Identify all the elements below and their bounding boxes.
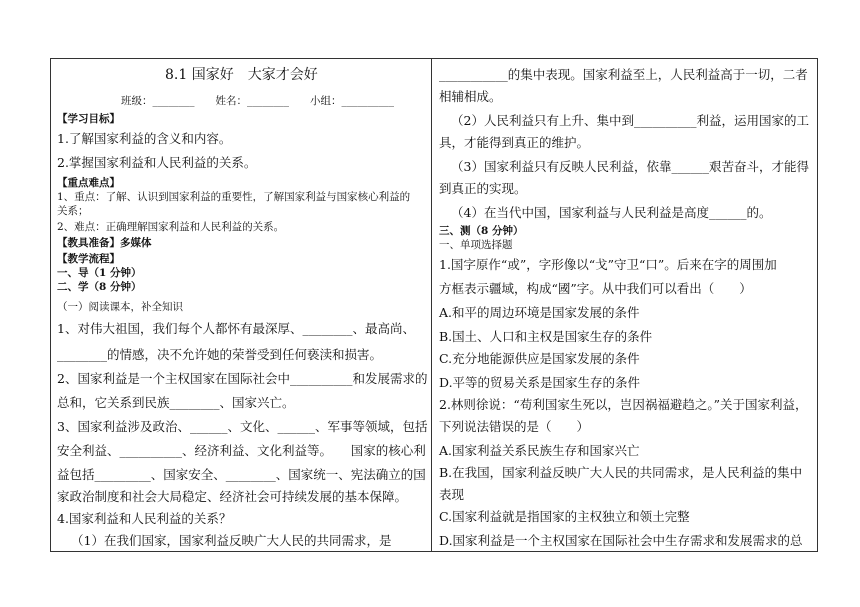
question-stem: 2.林则徐说：“苟利国家生死以，岂因祸福避趋之。”关于国家利益， bbox=[439, 397, 808, 412]
fill-blank-line: 1、对伟大祖国，我们每个人都怀有最深厚、________、最高尚、 bbox=[57, 321, 415, 336]
answer-option: D.国家利益是一个主权国家在国际社会中生存需求和发展需求的总 bbox=[439, 533, 803, 548]
answer-option: C.国家利益就是指国家的主权独立和领土完整 bbox=[439, 509, 690, 524]
document-title: 8.1 国家好 大家才会好 bbox=[165, 67, 318, 83]
section-heading-process: 【教学流程】 bbox=[57, 253, 120, 265]
key-point-text: 关系； bbox=[57, 205, 89, 217]
question-heading: 4.国家利益和人民利益的关系？ bbox=[57, 511, 232, 526]
fill-blank-line: 相辅相成。 bbox=[439, 89, 502, 104]
answer-option: B.在我国，国家利益反映广大人民的共同需求，是人民利益的集中 bbox=[439, 465, 803, 480]
answer-option: A.国家利益关系民族生存和国家兴亡 bbox=[439, 443, 640, 458]
section-heading-materials: 【教具准备】多媒体 bbox=[57, 237, 152, 249]
fill-blank-line: 3、国家利益涉及政治、______、文化、______、军事等领域，包括 bbox=[57, 419, 428, 434]
answer-option: D.平等的贸易关系是国家生存的条件 bbox=[439, 375, 641, 390]
answer-option: A.和平的周边环境是国家发展的条件 bbox=[439, 305, 640, 320]
goal-item: 2.掌握国家利益和人民利益的关系。 bbox=[57, 155, 257, 170]
fill-blank-line: 家政治制度和社会大局稳定、经济社会可持续发展的基本保障。 bbox=[57, 489, 408, 504]
fill-blank-line: ___________的集中表现。国家利益至上，人民利益高于一切，二者 bbox=[439, 67, 808, 82]
fill-blank-line: （4）在当代中国，国家利益与人民利益是高度______的。 bbox=[451, 205, 772, 220]
question-stem: 下列说法错误的是（ ） bbox=[439, 419, 590, 434]
answer-option: 表现 bbox=[439, 487, 465, 502]
fill-blank-line: 到真正的实现。 bbox=[439, 181, 527, 196]
section-heading-key-points: 【重点难点】 bbox=[57, 177, 120, 189]
worksheet bbox=[50, 58, 818, 552]
fill-blank-line: 总和，它关系到民族________、国家兴亡。 bbox=[57, 395, 295, 410]
fill-blank-line: ________的情感，决不允许她的荣誉受到任何亵渎和损害。 bbox=[57, 347, 383, 362]
fill-blank-line: 具，才能得到真正的维护。 bbox=[439, 135, 590, 150]
step-heading: 三、测（8 分钟） bbox=[439, 225, 524, 237]
info-line: 班级：________ 姓名：________ 小组：__________ bbox=[121, 95, 394, 107]
step-heading: 二、学（8 分钟） bbox=[57, 281, 142, 293]
question-stem: 方框表示疆域，构成“國”字。从中我们可以看出（ ） bbox=[439, 281, 752, 296]
step-heading: 一、导（1 分钟） bbox=[57, 267, 142, 279]
fill-blank-line: （2）人民利益只有上升、集中到__________利益，运用国家的工 bbox=[451, 113, 809, 128]
subsection-heading: （一）阅读课本，补全知识 bbox=[57, 301, 183, 313]
section-heading-goals: 【学习目标】 bbox=[57, 113, 120, 125]
fill-blank-line: 安全利益、__________、经济利益、文化利益等。 国家的核心利 bbox=[57, 443, 426, 458]
column-divider bbox=[431, 59, 432, 551]
goal-item: 1.了解国家利益的含义和内容。 bbox=[57, 131, 232, 146]
fill-blank-line: 2、国家利益是一个主权国家在国际社会中__________和发展需求的 bbox=[57, 371, 428, 386]
subsection-heading: 一、单项选择题 bbox=[439, 239, 513, 251]
answer-option: B.国土、人口和主权是国家生存的条件 bbox=[439, 329, 653, 344]
key-point-text: 1、重点：了解、认识到国家利益的重要性，了解国家利益与国家核心利益的 bbox=[57, 191, 411, 203]
key-point-text: 2、难点：正确理解国家利益和人民利益的关系。 bbox=[57, 221, 285, 233]
fill-blank-line: 益包括_________、国家安全、________、国家统一、宪法确立的国 bbox=[57, 467, 426, 482]
fill-blank-line: （1）在我们国家，国家利益反映广大人民的共同需求，是 bbox=[71, 533, 392, 548]
answer-option: C.充分地能源供应是国家发展的条件 bbox=[439, 351, 640, 366]
fill-blank-line: （3）国家利益只有反映人民利益，依靠______艰苦奋斗，才能得 bbox=[451, 159, 809, 174]
question-stem: 1.国字原作“或”，字形像以“戈”守卫“口”。后来在字的周围加 bbox=[439, 257, 777, 272]
